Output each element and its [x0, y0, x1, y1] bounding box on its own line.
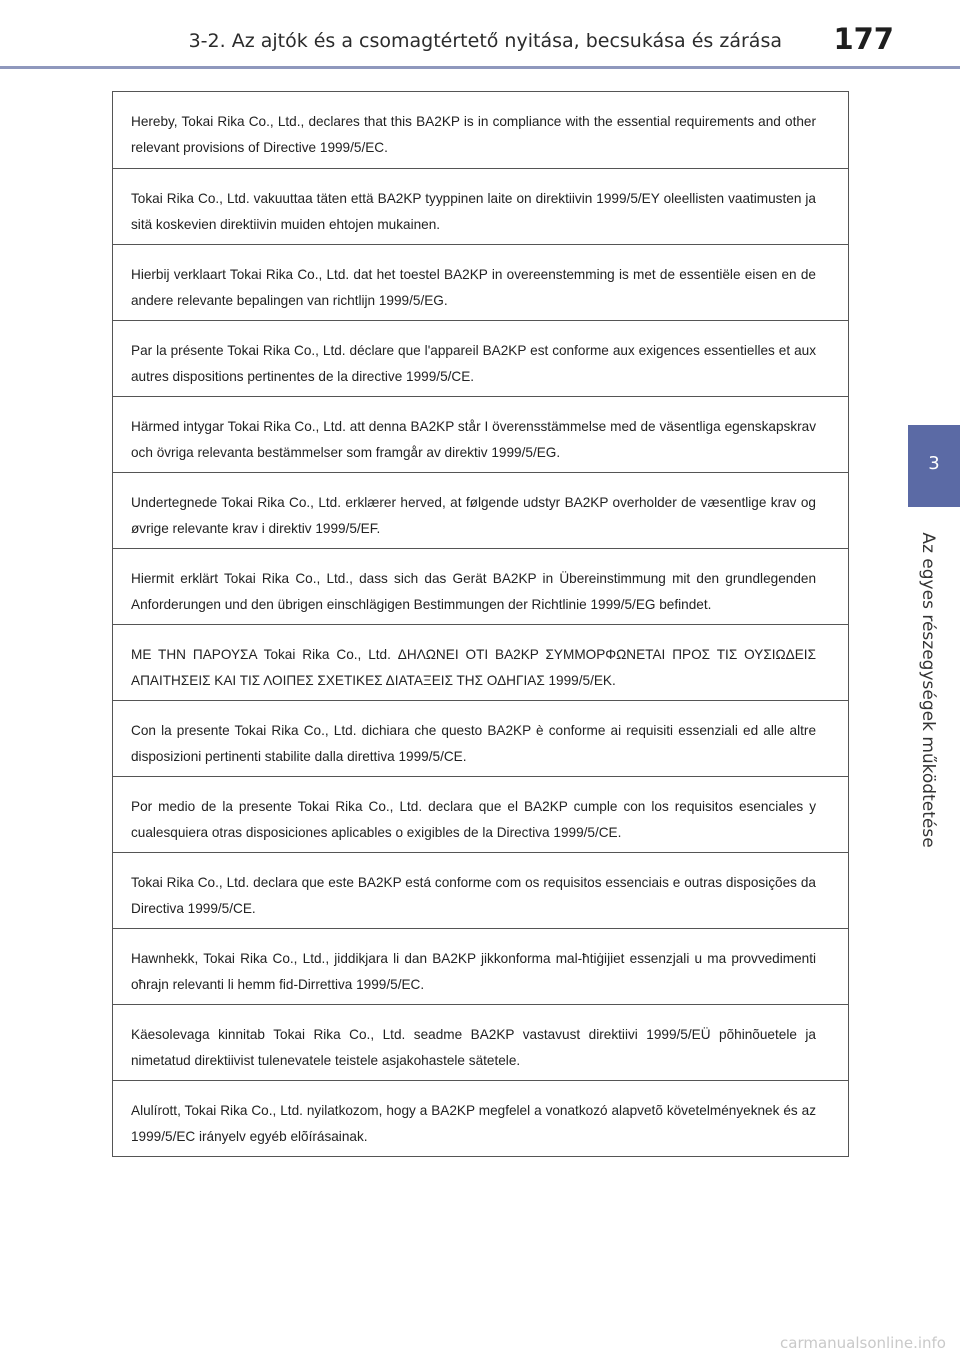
- declaration-row: [113, 852, 848, 928]
- declaration-row: [113, 1080, 848, 1156]
- declaration-row: [113, 320, 848, 396]
- declaration-text-de: Hiermit erklärt Tokai Rika Co., Ltd., dass sich das Gerät BA2KP in Übereinstimmung mit den grundlegenden Anforderungen und den übrigen einschlägigen Bestimmungen der Richtlinie 1999/5/EG befindet.: [131, 570, 816, 612]
- watermark: carmanualsonline.info: [780, 1334, 946, 1352]
- declaration-row: [113, 168, 848, 244]
- declaration-text-nl: Hierbij verklaart Tokai Rika Co., Ltd. dat het toestel BA2KP in overeenstemming is met de essentiële eisen en de andere relevante bepalingen van richtlijn 1999/5/EG.: [131, 266, 816, 308]
- declaration-text-hu: Alulírott, Tokai Rika Co., Ltd. nyilatkozom, hogy a BA2KP megfelel a vonatkozó alapvetõ követelményeknek és az 1999/5/EC irányelv egyéb elõírásainak.: [131, 1102, 816, 1144]
- declaration-text-fi: Tokai Rika Co., Ltd. vakuuttaa täten että BA2KP tyyppinen laite on direktiivin 1999/5/EY oleellisten vaatimusten ja sitä koskevien direktiivin muiden ehtojen mukainen.: [131, 190, 816, 232]
- declaration-row: [113, 624, 848, 700]
- header-divider: [0, 66, 960, 69]
- declaration-row: [113, 472, 848, 548]
- declaration-text-mt: Hawnhekk, Tokai Rika Co., Ltd., jiddikjara li dan BA2KP jikkonforma mal-ħtiġijiet essenzjali u ma provvedimenti oħrajn relevanti li hemm fid-Dirrettiva 1999/5/EC.: [131, 950, 816, 992]
- declaration-text-it: Con la presente Tokai Rika Co., Ltd. dichiara che questo BA2KP è conforme ai requisiti essenziali ed alle altre disposizioni pertinenti stabilite dalla direttiva 1999/5/CE.: [131, 722, 816, 764]
- declaration-row: [113, 396, 848, 472]
- chapter-label: Az egyes részegységek működtetése: [918, 532, 938, 848]
- declaration-row: [113, 928, 848, 1004]
- declaration-text-da: Undertegnede Tokai Rika Co., Ltd. erklærer herved, at følgende udstyr BA2KP overholder de væsentlige krav og øvrige relevante krav i direktiv 1999/5/EF.: [131, 494, 816, 536]
- chapter-tab[interactable]: [908, 425, 960, 507]
- declaration-row: [113, 700, 848, 776]
- declarations-table: [112, 91, 849, 1157]
- section-title: 3-2. Az ajtók és a csomagtértető nyitása, becsukása és zárása: [188, 30, 782, 52]
- declaration-row: [113, 244, 848, 320]
- declaration-row: [113, 776, 848, 852]
- declaration-text-en: Hereby, Tokai Rika Co., Ltd., declares that this BA2KP is in compliance with the essential requirements and other relevant provisions of Directive 1999/5/EC.: [131, 114, 816, 155]
- declaration-text-es: Por medio de la presente Tokai Rika Co., Ltd. declara que el BA2KP cumple con los requisitos esenciales y cualesquiera otras disposiciones aplicables o exigibles de la Directiva 1999/5/CE.: [131, 798, 816, 840]
- chapter-number: 3: [928, 453, 940, 474]
- chapter-label-container: [908, 520, 948, 860]
- declaration-text-el: ΜΕ ΤΗΝ ΠΑΡΟΥΣΑ Tokai Rika Co., Ltd. ΔΗΛΩΝΕΙ ΟΤΙ BA2KP ΣΥΜΜΟΡΦΩΝΕΤΑΙ ΠΡΟΣ ΤΙΣ ΟΥΣΙΩΔΕΙΣ ΑΠΑΙΤΗΣΕΙΣ ΚΑΙ ΤΙΣ ΛΟΙΠΕΣ ΣΧΕΤΙΚΕΣ ΔΙΑΤΑΞΕΙΣ ΤΗΣ ΟΔΗΓΙΑΣ 1999/5/ΕΚ.: [131, 646, 816, 688]
- declaration-row: [113, 1004, 848, 1080]
- declaration-row: [113, 92, 848, 168]
- declaration-text-fr: Par la présente Tokai Rika Co., Ltd. déclare que l'appareil BA2KP est conforme aux exigences essentielles et aux autres dispositions pertinentes de la directive 1999/5/CE.: [131, 342, 816, 384]
- declaration-text-et: Käesolevaga kinnitab Tokai Rika Co., Ltd. seadme BA2KP vastavust direktiivi 1999/5/EÜ põhinõuetele ja nimetatud direktiivist tulenevatele teistele asjakohastele sätetele.: [131, 1026, 816, 1068]
- declaration-text-sv: Härmed intygar Tokai Rika Co., Ltd. att denna BA2KP står I överensstämmelse med de väsentliga egenskapskrav och övriga relevanta bestämmelser som framgår av direktiv 1999/5/EG.: [131, 418, 816, 460]
- declaration-text-pt: Tokai Rika Co., Ltd. declara que este BA2KP está conforme com os requisitos essenciais e outras disposições da Directiva 1999/5/CE.: [131, 874, 816, 916]
- declaration-row: [113, 548, 848, 624]
- page-number: 177: [833, 22, 894, 56]
